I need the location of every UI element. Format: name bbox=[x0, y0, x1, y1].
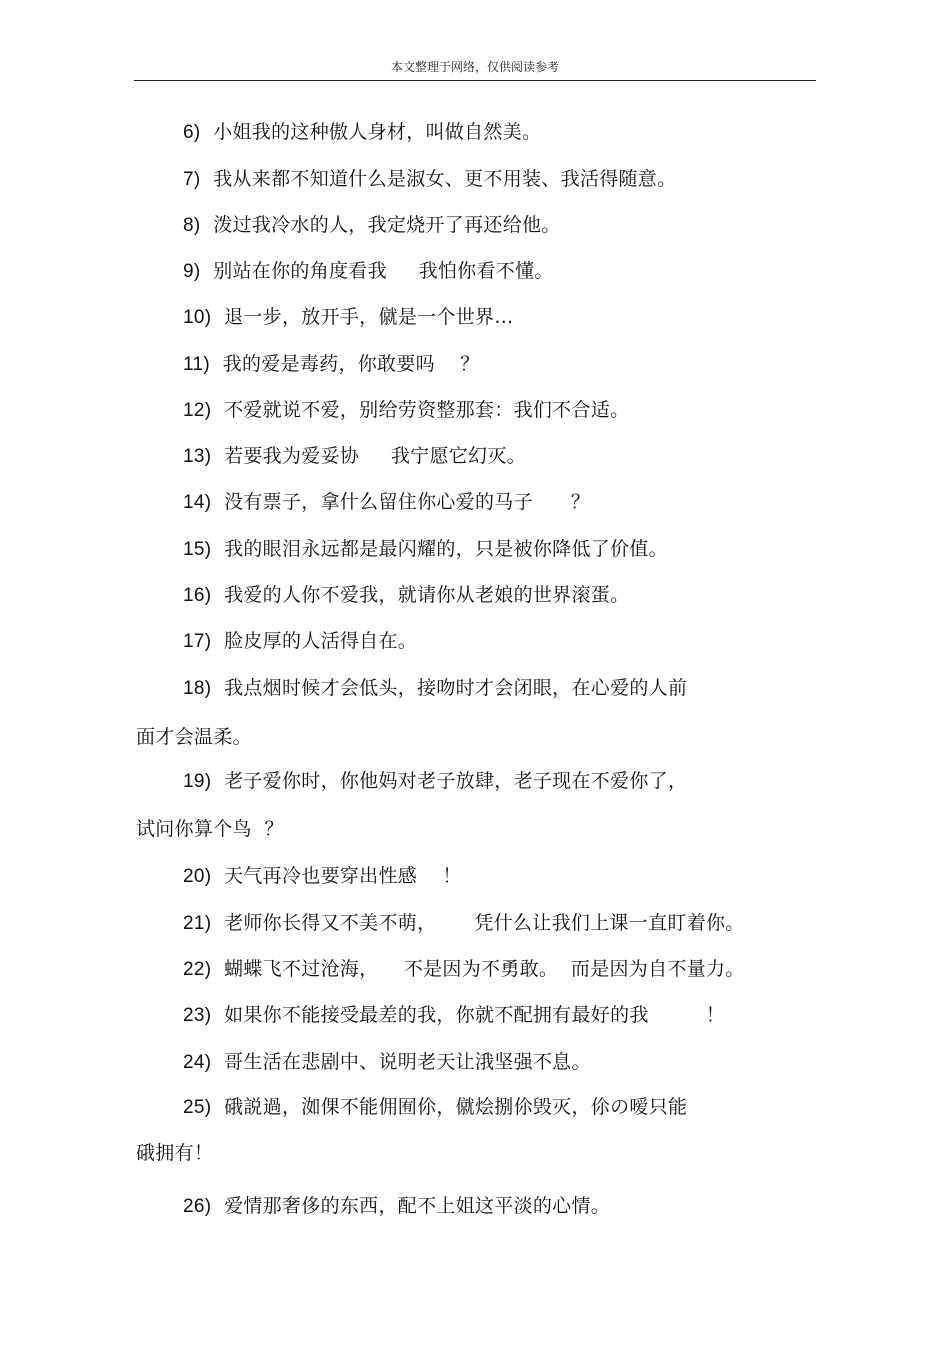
list-item bbox=[183, 957, 745, 982]
list-item bbox=[183, 537, 668, 562]
list-item bbox=[183, 1095, 687, 1120]
item-text: 硪説過，洳倮不能佣囿伱，僦烩捌伱毁灭，伱の嗳只能 bbox=[224, 1096, 688, 1118]
item-number: 17) bbox=[183, 631, 212, 652]
list-item bbox=[183, 911, 745, 936]
list-item bbox=[183, 305, 514, 330]
list-item bbox=[183, 864, 462, 889]
item-text: 退一步，放开手，僦是一个世界… bbox=[224, 306, 514, 328]
item-text: 如果你不能接受最差的我，你就不配拥有最好的我 ！ bbox=[224, 1004, 726, 1026]
item-number: 21) bbox=[183, 913, 212, 934]
item-text-continuation: 硪拥有！ bbox=[136, 1142, 214, 1164]
item-text: 蝴蝶飞不过沧海， 不是因为不勇敢。 而是因为自不量力。 bbox=[224, 958, 745, 980]
item-number: 22) bbox=[183, 959, 212, 980]
item-number: 18) bbox=[183, 678, 212, 699]
item-number: 9) bbox=[183, 261, 201, 282]
list-item bbox=[183, 583, 629, 608]
list-item bbox=[183, 769, 687, 794]
item-text: 小姐我的这种傲人身材，叫做自然美。 bbox=[213, 121, 542, 143]
item-number: 10) bbox=[183, 307, 212, 328]
list-item bbox=[183, 213, 561, 238]
item-text: 我的眼泪永远都是最闪耀的，只是被你降低了价值。 bbox=[224, 538, 668, 560]
item-number: 16) bbox=[183, 585, 212, 606]
item-text: 若要我为爱妥协 我宁愿它幻灭。 bbox=[224, 445, 526, 467]
item-text: 别站在你的角度看我 我怕你看不懂。 bbox=[213, 260, 554, 282]
item-text: 脸皮厚的人活得自在。 bbox=[224, 630, 418, 652]
list-item bbox=[183, 120, 541, 145]
list-item bbox=[183, 629, 417, 654]
item-text-continuation: 面才会温柔。 bbox=[136, 726, 252, 748]
item-number: 19) bbox=[183, 771, 212, 792]
item-text: 我从来都不知道什么是淑女、更不用装、我活得随意。 bbox=[213, 168, 677, 190]
item-text-continuation: 试问你算个鸟 ？ bbox=[136, 818, 284, 840]
item-text: 泼过我冷水的人，我定烧开了再还给他。 bbox=[213, 214, 561, 236]
list-item bbox=[183, 676, 687, 701]
item-text: 老师你长得又不美不萌， 凭什么让我们上课一直盯着你。 bbox=[224, 912, 745, 934]
item-text: 老子爱你时，你他妈对老子放肆，老子现在不爱你了， bbox=[224, 770, 688, 792]
item-text: 没有票子，拿什么留住你心爱的马子 ？ bbox=[224, 491, 591, 513]
item-number: 15) bbox=[183, 539, 212, 560]
item-text: 我爱的人你不爱我，就请你从老娘的世界滚蛋。 bbox=[224, 584, 630, 606]
item-number: 7) bbox=[183, 169, 201, 190]
item-number: 26) bbox=[183, 1196, 212, 1217]
item-text: 我点烟时候才会低头，接吻时才会闭眼，在心爱的人前 bbox=[224, 677, 688, 699]
item-text: 不爱就说不爱，别给劳资整那套：我们不合适。 bbox=[224, 399, 630, 421]
list-item bbox=[183, 167, 676, 192]
list-item bbox=[183, 1003, 725, 1028]
item-number: 12) bbox=[183, 400, 212, 421]
page-header: 本文整理于网络，仅供阅读参考 bbox=[390, 60, 559, 74]
item-number: 11) bbox=[183, 354, 210, 375]
item-number: 23) bbox=[183, 1005, 212, 1026]
item-text: 天气再冷也要穿出性感 ！ bbox=[224, 865, 462, 887]
item-number: 13) bbox=[183, 446, 212, 467]
item-text: 我的爱是毒药，你敢要吗 ？ bbox=[222, 353, 480, 375]
item-number: 6) bbox=[183, 122, 201, 143]
item-number: 24) bbox=[183, 1052, 212, 1073]
item-number: 14) bbox=[183, 492, 212, 513]
list-item bbox=[183, 1194, 610, 1219]
list-item bbox=[183, 398, 629, 423]
list-item bbox=[183, 444, 526, 469]
item-text: 爱情那奢侈的东西，配不上姐这平淡的心情。 bbox=[224, 1195, 611, 1217]
list-item bbox=[183, 1050, 591, 1075]
item-number: 25) bbox=[183, 1097, 212, 1118]
item-number: 20) bbox=[183, 866, 212, 887]
list-item bbox=[183, 259, 554, 284]
list-item bbox=[183, 490, 590, 515]
item-text: 哥生活在悲剧中、说明老天让涐坚强不息。 bbox=[224, 1051, 591, 1073]
list-item bbox=[183, 352, 480, 377]
header-divider bbox=[134, 80, 816, 81]
item-number: 8) bbox=[183, 215, 201, 236]
